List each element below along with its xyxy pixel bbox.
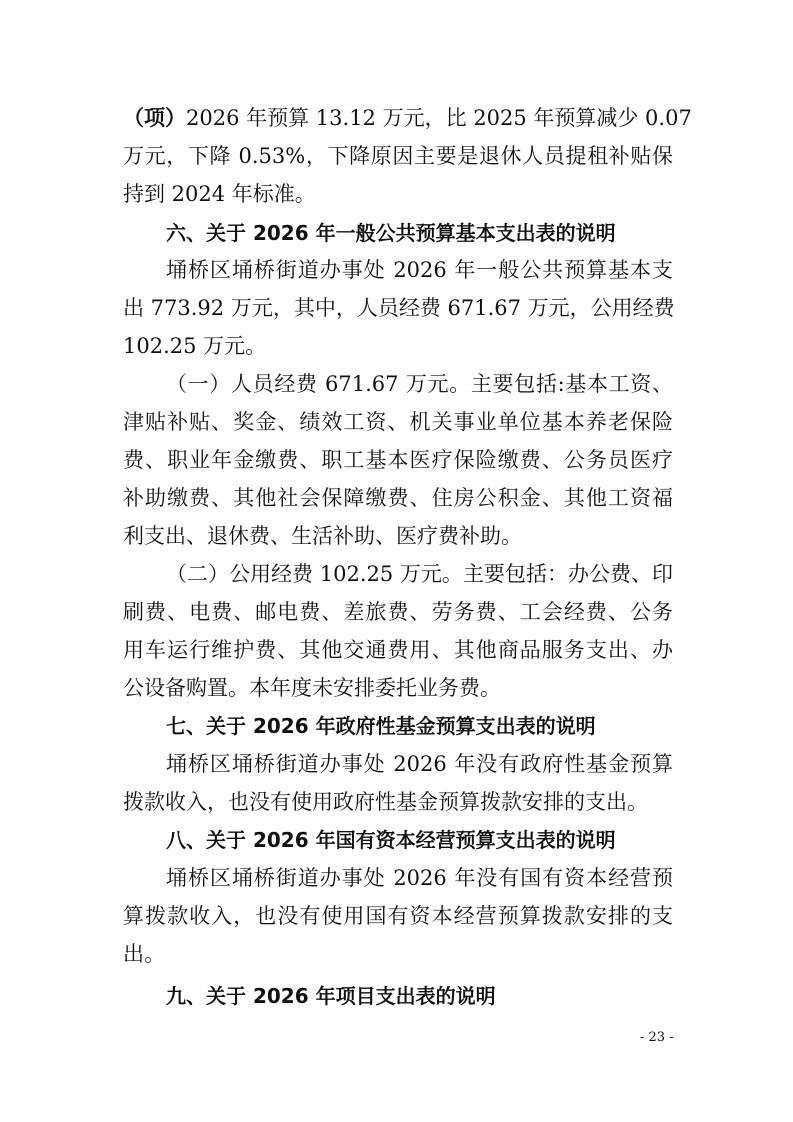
section-heading-9: 九、关于 2026 年项目支出表的说明	[166, 984, 496, 1008]
paragraph-line: （一）人员经费 671.67 万元。主要包括:基本工资、	[166, 372, 673, 396]
paragraph-line: 津贴补贴、奖金、绩效工资、机关事业单位基本养老保险	[123, 410, 673, 434]
paragraph-line: 持到 2024 年标准。	[123, 182, 316, 206]
paragraph-line: 万元，下降 0.53%，下降原因主要是退休人员提租补贴保	[123, 144, 673, 168]
paragraph-line	[123, 102, 692, 134]
paragraph-line: 用车运行维护费、其他交通费用、其他商品服务支出、办	[123, 638, 673, 662]
section-heading-8: 八、关于 2026 年国有资本经营预算支出表的说明	[166, 828, 616, 852]
paragraph-line: 埇桥区埇桥街道办事处 2026 年一般公共预算基本支	[166, 258, 673, 282]
item-label-bold: （项）	[123, 106, 186, 130]
paragraph-line: 埇桥区埇桥街道办事处 2026 年没有政府性基金预算	[166, 752, 673, 776]
paragraph-line: 算拨款收入，也没有使用国有资本经营预算拨款安排的支	[123, 904, 673, 928]
paragraph-line: 102.25 万元。	[123, 334, 267, 358]
paragraph-line: 出 773.92 万元，其中，人员经费 671.67 万元，公用经费	[123, 296, 675, 320]
line-text: 2026 年预算 13.12 万元，比 2025 年预算减少 0.07	[186, 106, 692, 130]
paragraph-line: 刷费、电费、邮电费、差旅费、劳务费、工会经费、公务	[123, 600, 673, 624]
page-number: - 23 -	[640, 1030, 674, 1045]
paragraph-line: 利支出、退休费、生活补助、医疗费补助。	[123, 524, 522, 548]
paragraph-line: 埇桥区埇桥街道办事处 2026 年没有国有资本经营预	[166, 866, 673, 890]
paragraph-line: 公设备购置。本年度未安排委托业务费。	[123, 676, 501, 700]
paragraph-line: （二）公用经费 102.25 万元。主要包括：办公费、印	[166, 562, 673, 586]
paragraph-line: 补助缴费、其他社会保障缴费、住房公积金、其他工资福	[123, 486, 673, 510]
paragraph-line: 出。	[123, 942, 165, 966]
section-heading-7: 七、关于 2026 年政府性基金预算支出表的说明	[166, 714, 596, 738]
paragraph-line: 拨款收入，也没有使用政府性基金预算拨款安排的支出。	[123, 790, 648, 814]
section-heading-6: 六、关于 2026 年一般公共预算基本支出表的说明	[166, 221, 616, 245]
paragraph-line: 费、职业年金缴费、职工基本医疗保险缴费、公务员医疗	[123, 448, 673, 472]
